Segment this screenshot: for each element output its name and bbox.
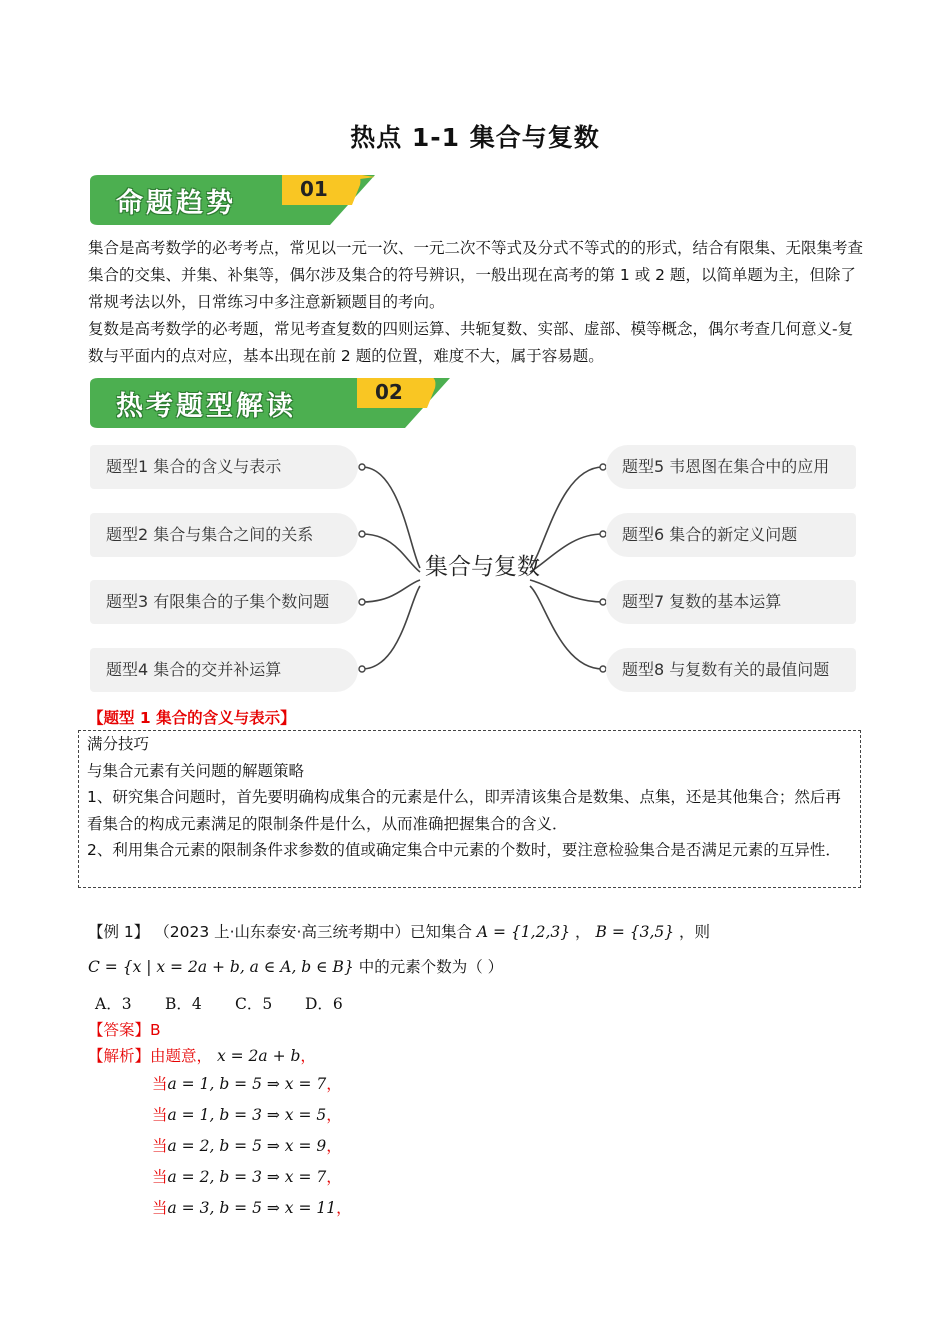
tips-subtitle: 与集合元素有关问题的解题策略 (87, 761, 305, 780)
banner-number: 01 (300, 177, 328, 201)
case-4-formula: a = 2, b = 3 ⇒ x = 7 (167, 1168, 327, 1186)
set-b: B = {3,5} (595, 923, 675, 941)
answer-value: B (150, 1021, 161, 1039)
when-label: 当 (152, 1168, 168, 1186)
example-line-1: 【例 1】 （2023 上·山东泰安·高三统考期中）已知集合 A = {1,2,3} ， B = {3,5} ，则 (88, 923, 711, 941)
banner-label: 命题趋势 (116, 188, 236, 219)
case-2: 当a = 1, b = 3 ⇒ x = 5， (152, 1106, 342, 1124)
trend-paragraph-1: 集合是高考数学的必考考点，常见以一元一次、一元二次不等式及分式不等式的的形式，结合有限集、无限集考查集合的交集、并集、补集等，偶尔涉及集合的符号辨识，一般出现在高考的第 1 或 2 题，以简单题为主，但除了常规考法以外，日常练习中多注意新颖题目的考向。 (88, 239, 864, 311)
case-1-formula: a = 1, b = 5 ⇒ x = 7 (167, 1075, 327, 1093)
when-label: 当 (152, 1106, 168, 1124)
case-1: 当a = 1, b = 5 ⇒ x = 7， (152, 1075, 342, 1093)
tips-title: 满分技巧 (87, 735, 150, 753)
banner-label: 热考题型解读 (116, 391, 296, 422)
type-box-3: 题型3 有限集合的子集个数问题 (90, 580, 358, 624)
set-a: A = {1,2,3} (476, 923, 571, 941)
answer-line (88, 1018, 161, 1040)
example-question: 中的元素个数为（ ） (358, 958, 504, 976)
option-c: C．5 (235, 995, 273, 1013)
answer-label: 【答案】 (88, 1021, 151, 1039)
option-b: B．4 (165, 995, 202, 1013)
case-5: 当a = 3, b = 5 ⇒ x = 11， (152, 1199, 352, 1217)
option-d: D．6 (305, 995, 343, 1013)
type1-heading: 【题型 1 集合的含义与表示】 (88, 709, 296, 727)
type-box-5: 题型5 韦恩图在集合中的应用 (606, 445, 856, 489)
section-banner-trend (90, 175, 375, 225)
example-then: ，则 (679, 923, 711, 941)
case-5-formula: a = 3, b = 5 ⇒ x = 11 (167, 1199, 337, 1217)
tips-point-1: 1、研究集合问题时，首先要明确构成集合的元素是什么，即弄清该集合是数集、点集，还是其他集合；然后再看集合的构成元素满足的限制条件是什么，从而准确把握集合的含义． (87, 788, 841, 833)
page-title: 热点 1-1 集合与复数 (350, 123, 600, 152)
analysis-formula: x = 2a + b (216, 1047, 301, 1065)
tips-point-2: 2、利用集合元素的限制条件求参数的值或确定集合中元素的个数时，要注意检验集合是否满足元素的互异性． (87, 841, 841, 859)
type-box-8: 题型8 与复数有关的最值问题 (606, 648, 856, 692)
case-4: 当a = 2, b = 3 ⇒ x = 7， (152, 1168, 342, 1186)
tips-box (78, 730, 861, 888)
example-source: （2023 上·山东泰安·高三统考期中）已知集合 (154, 923, 472, 941)
set-c: C = {x | x = 2a + b, a ∈ A, b ∈ B} (88, 958, 354, 976)
type-box-1: 题型1 集合的含义与表示 (90, 445, 358, 489)
mindmap-center: 集合与复数 (425, 554, 540, 580)
type-box-2: 题型2 集合与集合之间的关系 (90, 513, 358, 557)
when-label: 当 (152, 1199, 168, 1217)
type-box-6: 题型6 集合的新定义问题 (606, 513, 856, 557)
banner-number: 02 (375, 380, 403, 404)
analysis-line: 【解析】由题意， x = 2a + b， (88, 1047, 316, 1065)
trend-paragraph-2: 复数是高考数学的必考题，常见考查复数的四则运算、共轭复数、实部、虚部、模等概念，偶尔考查几何意义-复数与平面内的点对应，基本出现在前 2 题的位置，难度不大，属于容易题。 (88, 320, 854, 365)
when-label: 当 (152, 1075, 168, 1093)
type-box-7: 题型7 复数的基本运算 (606, 580, 856, 624)
example-label: 【例 1】 (88, 923, 150, 941)
when-label: 当 (152, 1137, 168, 1155)
analysis-label: 【解析】 (88, 1047, 151, 1065)
option-a: A．3 (95, 995, 132, 1013)
type-box-4: 题型4 集合的交并补运算 (90, 648, 358, 692)
case-2-formula: a = 1, b = 3 ⇒ x = 5 (167, 1106, 327, 1124)
case-3-formula: a = 2, b = 5 ⇒ x = 9 (167, 1137, 327, 1155)
case-3: 当a = 2, b = 5 ⇒ x = 9， (152, 1137, 342, 1155)
analysis-intro: 由题意， (150, 1047, 213, 1065)
example-line-2 (88, 955, 503, 977)
section-banner-hot-types (90, 378, 450, 428)
